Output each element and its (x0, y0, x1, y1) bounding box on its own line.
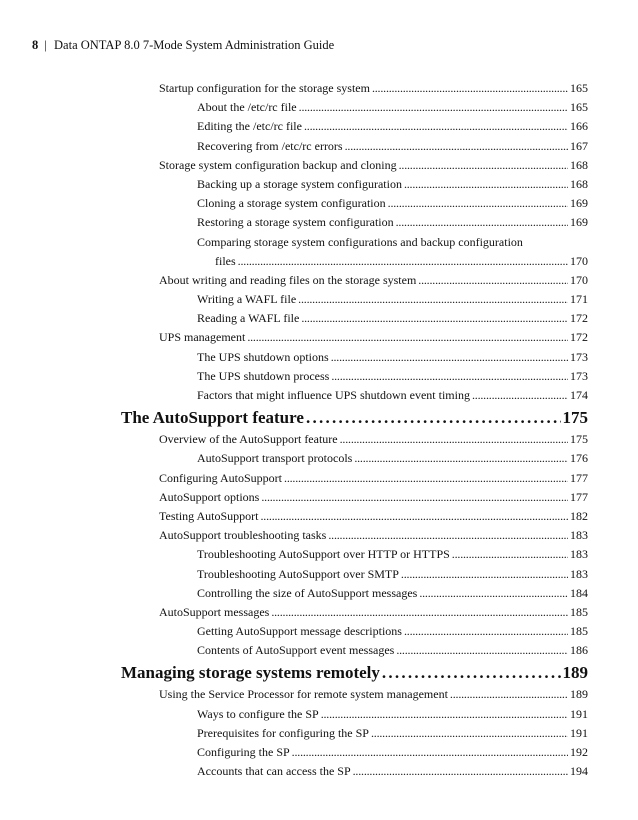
dot-leader (345, 137, 568, 156)
dot-leader (247, 328, 568, 347)
toc-entry-title: Troubleshooting AutoSupport over HTTP or HTTPS (197, 547, 450, 562)
toc-entry-title: Getting AutoSupport message descriptions (197, 624, 402, 639)
toc-entry-page-number: 175 (562, 408, 588, 428)
dot-leader (396, 641, 568, 660)
toc-entry-page-number: 183 (570, 547, 588, 562)
toc-entry[interactable] (0, 309, 638, 328)
running-header (32, 38, 334, 53)
header-separator: | (44, 38, 47, 52)
toc-entry-page-number: 184 (570, 585, 588, 600)
dot-leader (299, 98, 568, 117)
toc-entry-title: Storage system configuration backup and cloning (159, 157, 397, 172)
dot-leader (372, 79, 568, 98)
toc-entry-page-number: 169 (570, 215, 588, 230)
toc-entry[interactable] (0, 622, 638, 641)
toc-entry-page-number: 168 (570, 176, 588, 191)
toc-entry-page-number: 167 (570, 138, 588, 153)
dot-leader (261, 488, 568, 507)
dot-leader (292, 743, 568, 762)
toc-entry-page-number: 173 (570, 368, 588, 383)
toc-entry-title: Restoring a storage system configuration (197, 215, 394, 230)
dot-leader (301, 309, 568, 328)
dot-leader (328, 526, 568, 545)
page-number: 8 (32, 38, 39, 52)
toc-entry-title: Writing a WAFL file (197, 292, 297, 307)
dot-leader (331, 367, 568, 386)
toc-entry-title: Editing the /etc/rc file (197, 119, 302, 134)
toc-entry[interactable] (0, 705, 638, 724)
dot-leader (261, 507, 569, 526)
dot-leader (450, 685, 568, 704)
dot-leader (353, 762, 568, 781)
toc-entry-page-number: 165 (570, 100, 588, 115)
toc-entry-page-number: 186 (570, 643, 588, 658)
toc-entry-page-number: 173 (570, 349, 588, 364)
toc-entry-title: About the /etc/rc file (197, 100, 297, 115)
toc-entry[interactable] (0, 156, 638, 175)
dot-leader (399, 156, 568, 175)
toc-entry-title: UPS management (159, 330, 246, 345)
table-of-contents (0, 79, 638, 781)
toc-entry-page-number: 177 (570, 470, 588, 485)
toc-entry-page-number: 177 (570, 489, 588, 504)
toc-entry-page-number: 170 (570, 253, 588, 268)
dot-leader (304, 117, 568, 136)
toc-entry[interactable] (0, 290, 638, 309)
toc-entry-title: Using the Service Processor for remote system management (159, 687, 448, 702)
dot-leader (472, 386, 568, 405)
toc-entry-title: The UPS shutdown options (197, 349, 329, 364)
toc-entry[interactable] (0, 507, 638, 526)
toc-entry[interactable] (0, 117, 638, 136)
toc-entry[interactable] (0, 724, 638, 743)
toc-entry-title: Controlling the size of AutoSupport messages (197, 585, 418, 600)
toc-entry[interactable] (0, 449, 638, 468)
dot-leader (418, 271, 568, 290)
toc-entry-page-number: 189 (570, 687, 588, 702)
dot-leader (298, 290, 568, 309)
toc-entry-title: Accounts that can access the SP (197, 764, 351, 779)
toc-entry-title: Factors that might influence UPS shutdown event timing (197, 388, 470, 402)
toc-entry-page-number: 169 (570, 196, 588, 211)
toc-entry-title: Troubleshooting AutoSupport over SMTP (197, 566, 399, 581)
dot-leader (396, 213, 568, 232)
toc-entry-title: Reading a WAFL file (197, 311, 300, 326)
toc-chapter-entry[interactable] (0, 405, 638, 430)
toc-chapter-entry[interactable] (0, 660, 638, 685)
toc-entry[interactable] (0, 271, 638, 290)
toc-entry-title: Testing AutoSupport (159, 508, 259, 523)
dot-leader (340, 430, 568, 449)
toc-entry-page-number: 192 (570, 745, 588, 759)
toc-entry[interactable] (0, 194, 638, 213)
toc-entry[interactable] (0, 213, 638, 232)
toc-entry-title: AutoSupport messages (159, 604, 270, 619)
dot-leader (452, 545, 568, 564)
toc-entry-page-number: 165 (570, 81, 588, 95)
toc-entry-page-number: 171 (570, 292, 588, 307)
dot-leader (404, 622, 568, 641)
toc-entry[interactable] (0, 367, 638, 386)
toc-entry[interactable] (0, 430, 638, 449)
toc-entry[interactable] (0, 469, 638, 488)
toc-entry-page-number: 194 (570, 764, 588, 779)
toc-entry-title: Prerequisites for configuring the SP (197, 725, 369, 740)
toc-entry[interactable] (0, 79, 638, 98)
toc-entry[interactable] (0, 98, 638, 117)
toc-entry-title: AutoSupport options (159, 489, 260, 504)
dot-leader (404, 175, 568, 194)
toc-entry-title: The AutoSupport feature (121, 408, 304, 428)
toc-entry[interactable] (0, 762, 638, 781)
dot-leader (284, 469, 568, 488)
toc-entry-page-number: 183 (570, 528, 588, 543)
toc-entry-page-number: 170 (570, 272, 588, 287)
toc-entry-title: AutoSupport transport protocols (197, 451, 353, 466)
toc-entry-page-number: 168 (570, 157, 588, 172)
toc-entry-title: Configuring AutoSupport (159, 470, 283, 485)
toc-entry-title: The UPS shutdown process (197, 368, 330, 383)
dot-leader (371, 724, 568, 743)
dot-leader (271, 603, 568, 622)
toc-entry[interactable] (0, 565, 638, 584)
toc-entry-page-number: 185 (570, 604, 588, 619)
dot-leader (354, 449, 568, 468)
toc-entry-title: Cloning a storage system configuration (197, 196, 386, 211)
toc-entry-page-number: 189 (562, 663, 588, 683)
toc-entry-title: About writing and reading files on the storage system (159, 272, 417, 287)
dot-leader (238, 252, 568, 271)
toc-entry[interactable] (0, 641, 638, 660)
toc-entry[interactable] (0, 526, 638, 545)
toc-entry-title: Configuring the SP (197, 745, 290, 759)
toc-entry-page-number: 172 (570, 311, 588, 326)
toc-entry-title: Contents of AutoSupport event messages (197, 643, 395, 658)
toc-entry-title: Recovering from /etc/rc errors (197, 138, 343, 153)
dot-leader (419, 584, 568, 603)
toc-entry-page-number: 172 (570, 330, 588, 345)
toc-entry-page-number: 183 (570, 566, 588, 581)
toc-entry[interactable] (0, 386, 638, 405)
toc-entry[interactable] (0, 685, 638, 704)
toc-entry-title: Managing storage systems remotely (121, 663, 380, 683)
toc-entry-page-number: 176 (570, 451, 588, 466)
toc-entry-title: Overview of the AutoSupport feature (159, 432, 338, 447)
toc-entry[interactable] (0, 603, 638, 622)
document-title: Data ONTAP 8.0 7-Mode System Administration Guide (54, 38, 335, 52)
dot-leader (331, 348, 568, 367)
toc-entry[interactable] (0, 584, 638, 603)
toc-entry[interactable] (0, 252, 638, 271)
toc-entry[interactable] (0, 233, 638, 252)
toc-entry-page-number: 191 (570, 706, 588, 721)
dot-leader (321, 705, 568, 724)
toc-entry[interactable] (0, 137, 638, 156)
toc-entry-page-number: 191 (570, 725, 588, 740)
toc-entry-page-number: 185 (570, 624, 588, 639)
toc-entry-page-number: 175 (570, 432, 588, 447)
toc-entry[interactable] (0, 743, 638, 762)
dot-leader (382, 660, 561, 685)
toc-entry[interactable] (0, 328, 638, 347)
toc-entry-title: Startup configuration for the storage system (159, 81, 370, 95)
dot-leader (306, 405, 561, 430)
toc-entry[interactable] (0, 488, 638, 507)
toc-entry[interactable] (0, 545, 638, 564)
toc-entry-title: files (215, 253, 236, 268)
toc-entry-title: AutoSupport troubleshooting tasks (159, 528, 327, 543)
toc-entry[interactable] (0, 348, 638, 367)
dot-leader (401, 565, 568, 584)
toc-entry[interactable] (0, 175, 638, 194)
dot-leader (388, 194, 568, 213)
toc-entry-page-number: 166 (570, 119, 588, 134)
toc-entry-page-number: 174 (570, 388, 588, 402)
toc-entry-title: Comparing storage system configurations and backup configuration (197, 234, 523, 249)
toc-entry-page-number: 182 (570, 508, 588, 523)
toc-entry-title: Backing up a storage system configuration (197, 176, 402, 191)
toc-entry-title: Ways to configure the SP (197, 706, 319, 721)
